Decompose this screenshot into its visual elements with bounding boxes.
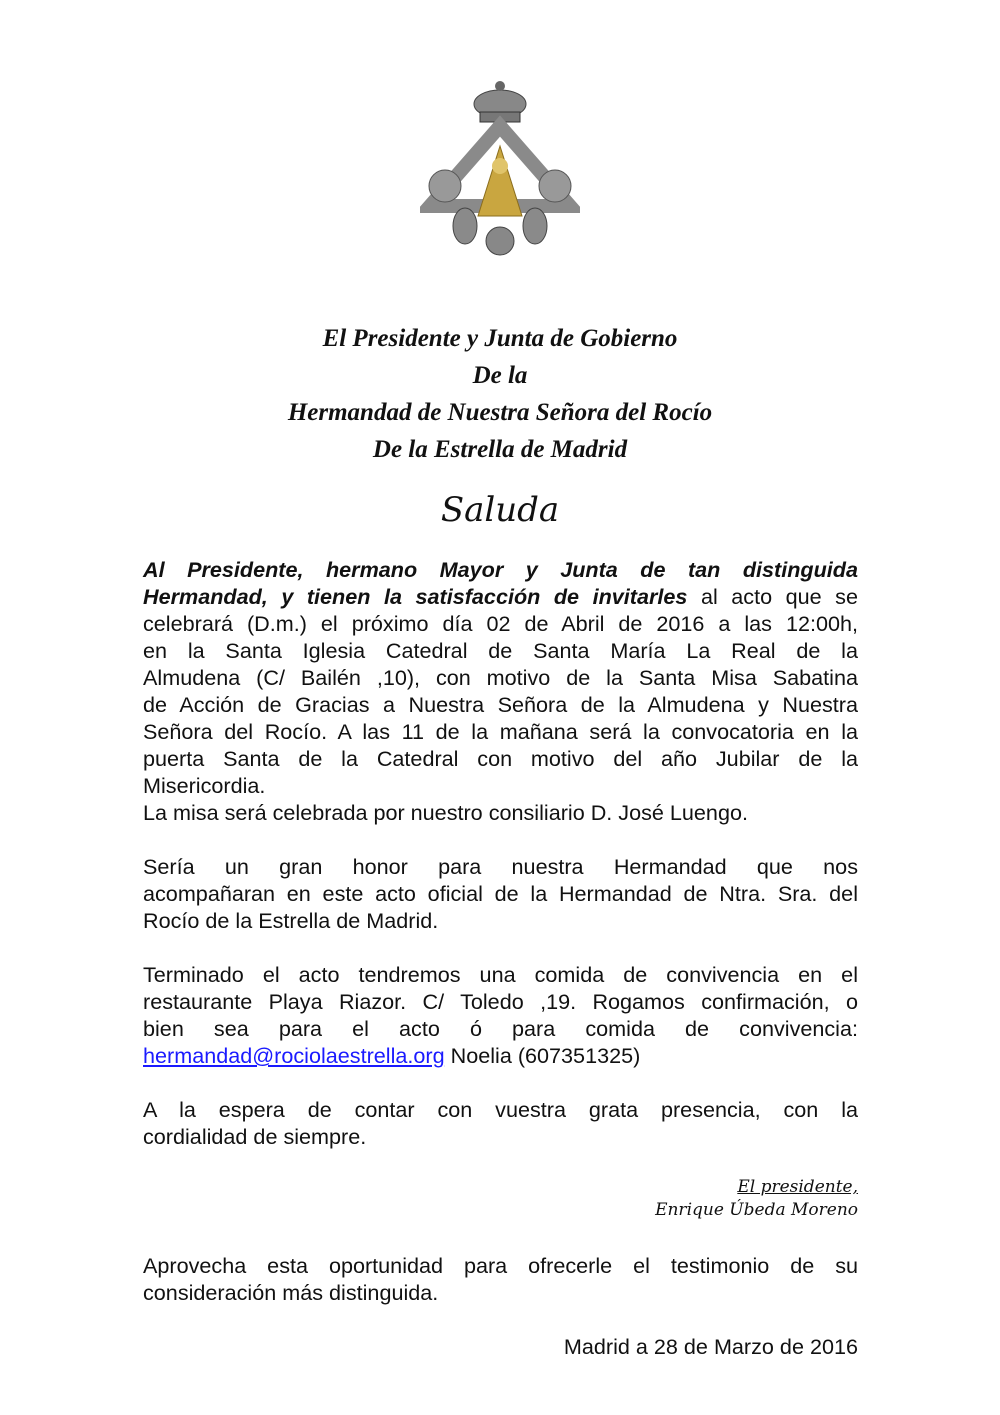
header-line: De la Estrella de Madrid <box>372 436 628 463</box>
paragraph-honor <box>143 853 858 934</box>
paragraph-invitation <box>143 556 858 826</box>
saluda-heading: Saluda <box>440 490 560 530</box>
text-line: La misa será celebrada por nuestro consiliario D. José Luengo. <box>143 800 748 825</box>
header-title <box>0 320 1000 468</box>
text-line: Señora del Rocío. A las 11 de la mañana será la convocatoria en la <box>143 719 858 744</box>
header-line: De la <box>472 362 528 389</box>
header-line: El Presidente y Junta de Gobierno <box>322 325 678 352</box>
text-line <box>143 583 858 610</box>
paragraph-farewell <box>143 1252 858 1306</box>
signature <box>655 1176 858 1222</box>
text-line: puerta Santa de la Catedral con motivo del año Jubilar de la <box>143 746 858 771</box>
text-line: cordialidad de siempre. <box>143 1124 367 1149</box>
text-line <box>143 1042 858 1069</box>
text-bold: Hermandad, y tienen la satisfacción de invitarles <box>143 584 688 609</box>
text-line: Misericordia. <box>143 773 266 798</box>
text-normal: al acto que se <box>687 584 858 609</box>
text-line: en la Santa Iglesia Catedral de Santa María La Real de la <box>143 638 858 663</box>
text-line: acompañaran en este acto oficial de la Hermandad de Ntra. Sra. del <box>143 881 858 906</box>
email-link[interactable]: hermandad@rociolaestrella.org <box>143 1043 445 1068</box>
text-line: Almudena (C/ Bailén ,10), con motivo de la Santa Misa Sabatina <box>143 665 858 690</box>
document-date: Madrid a 28 de Marzo de 2016 <box>563 1334 858 1359</box>
text-line: bien sea para el acto ó para comida de convivencia: <box>143 1016 858 1041</box>
text-line: A la espera de contar con vuestra grata presencia, con la <box>143 1097 858 1122</box>
text-line: Aprovecha esta oportunidad para ofrecerle el testimonio de su <box>143 1253 858 1278</box>
brotherhood-emblem <box>420 76 580 261</box>
text-line: de Acción de Gracias a Nuestra Señora de la Almudena y Nuestra <box>143 692 858 717</box>
paragraph-lunch <box>143 961 858 1069</box>
text-line: Al Presidente, hermano Mayor y Junta de tan distinguida <box>143 557 858 582</box>
signature-name: Enrique Úbeda Moreno <box>655 1200 858 1220</box>
text-line: Sería un gran honor para nuestra Hermandad que nos <box>143 854 858 879</box>
header-line: Hermandad de Nuestra Señora del Rocío <box>287 399 713 426</box>
paragraph-closing <box>143 1096 858 1150</box>
signature-title: El presidente, <box>737 1177 858 1197</box>
text-line: Rocío de la Estrella de Madrid. <box>143 908 439 933</box>
text-line: restaurante Playa Riazor. C/ Toledo ,19. Rogamos confirmación, o <box>143 989 858 1014</box>
text-line: consideración más distinguida. <box>143 1280 439 1305</box>
text-line: Terminado el acto tendremos una comida de convivencia en el <box>143 962 858 987</box>
contact-text: Noelia (607351325) <box>444 1043 641 1068</box>
text-line: celebrará (D.m.) el próximo día 02 de Abril de 2016 a las 12:00h, <box>143 611 858 636</box>
